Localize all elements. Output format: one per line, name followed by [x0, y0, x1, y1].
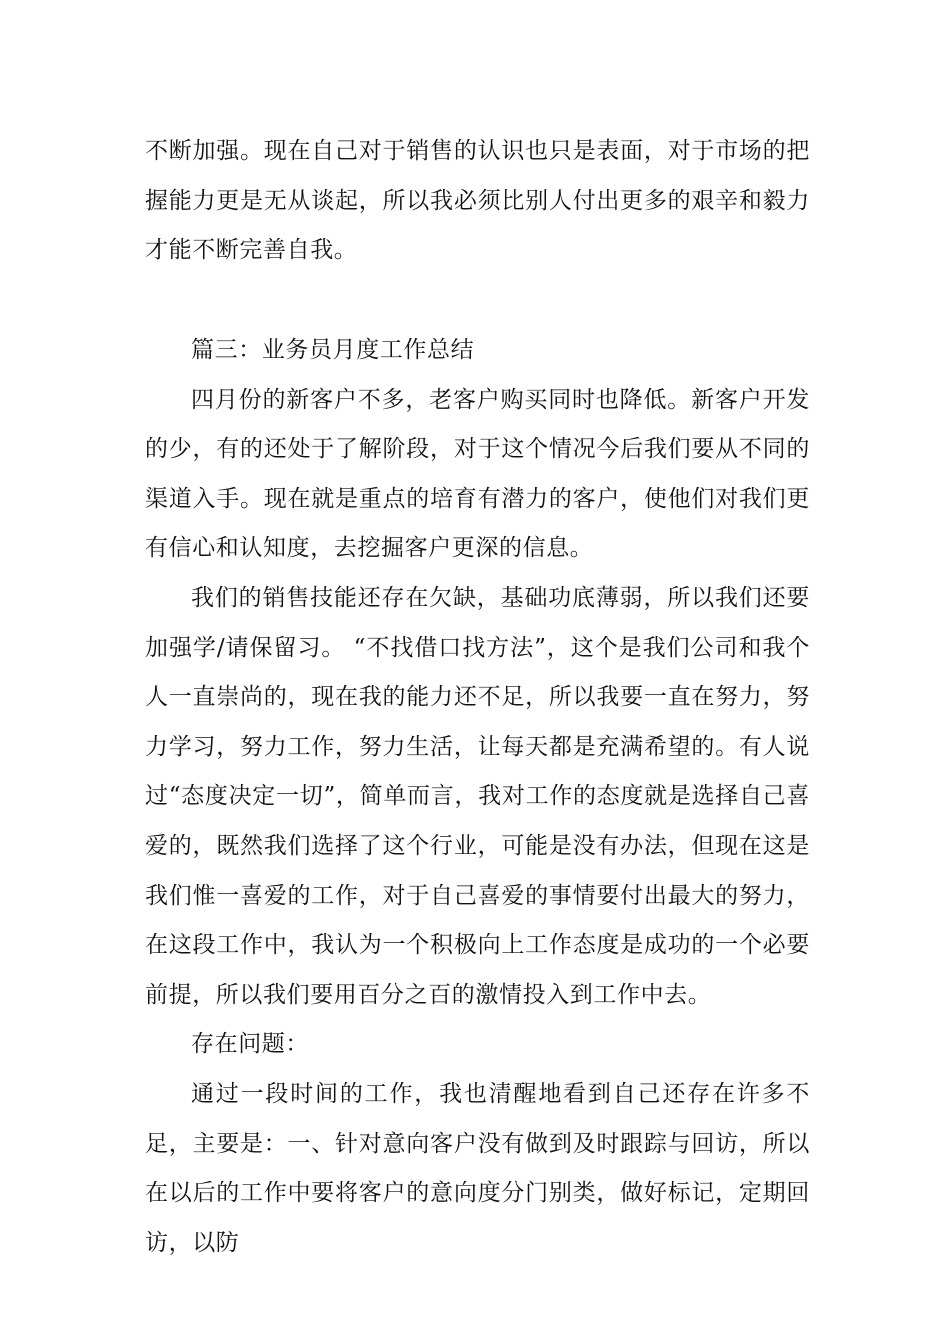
section-title: 篇三：业务员月度工作总结	[191, 337, 475, 363]
body-paragraph: 四月份的新客户不多，老客户购买同时也降低。新客户开发的少，有的还处于了解阶段，对于这个情况今后我们要从不同的渠道入手。现在就是重点的培育有潜力的客户，使他们对我们更有信心和认知度，去挖掘客户更深的信息。	[145, 386, 810, 562]
body-paragraph: 存在问题：	[191, 1031, 309, 1058]
continuation-paragraph: 不断加强。现在自己对于销售的认识也只是表面，对于市场的把握能力更是无从谈起，所以我必须比别人付出更多的艰辛和毅力才能不断完善自我。	[145, 138, 810, 264]
section-block	[145, 326, 810, 1268]
body-paragraph: 我们的销售技能还存在欠缺，基础功底薄弱，所以我们还要加强学/请保留习。 “不找借口找方法”，这个是我们公司和我个人一直崇尚的，现在我的能力还不足，所以我要一直在努力，努力学习，努力工作，努力生活，让每天都是充满希望的。有人说过“态度决定一切”，简单而言，我对工作的态度就是选择自己喜爱的，既然我们选择了这个行业，可能是没有办法，但现在这是我们惟一喜爱的工作，对于自己喜爱的事情要付出最大的努力，在这段工作中，我认为一个积极向上工作态度是成功的一个必要前提，所以我们要用百分之百的激情投入到工作中去。	[145, 584, 810, 1008]
continuation-block	[145, 127, 810, 276]
body-paragraph: 通过一段时间的工作，我也清醒地看到自己还存在许多不足，主要是：一、针对意向客户没有做到及时跟踪与回访，所以在以后的工作中要将客户的意向度分门别类，做好标记，定期回访，以防	[145, 1080, 810, 1256]
